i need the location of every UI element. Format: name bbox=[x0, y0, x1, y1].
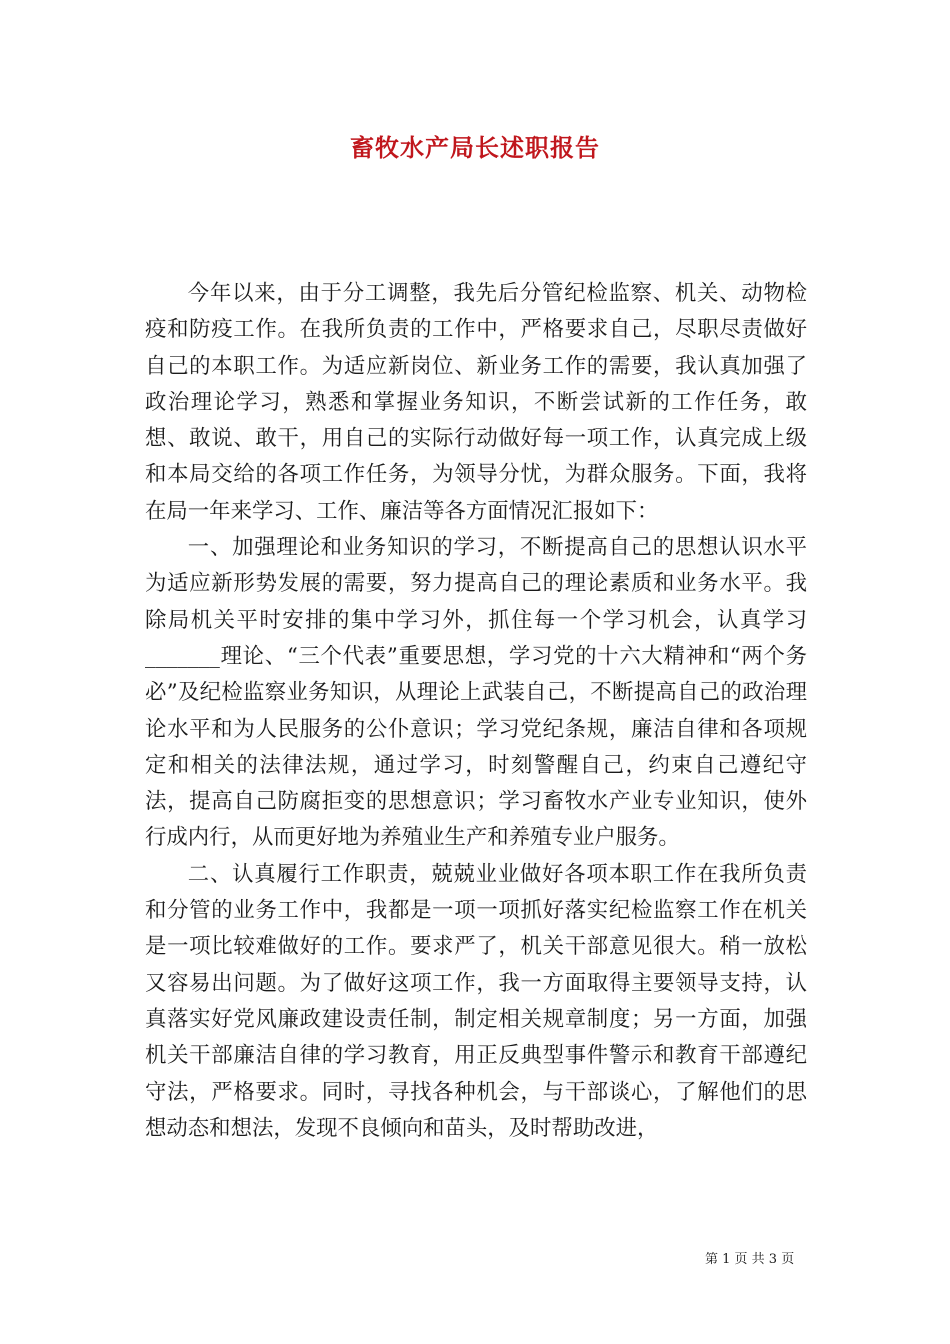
paragraph-intro: 今年以来，由于分工调整，我先后分管纪检监察、机关、动物检疫和防疫工作。在我所负责的工作中，严格要求自己，尽职尽责做好自己的本职工作。为适应新岗位、新业务工作的需要，我认真加强了政治理论学习，熟悉和掌握业务知识，不断尝试新的工作任务，敢想、敢说、敢干，用自己的实际行动做好每一项工作，认真完成上级和本局交给的各项工作任务，为领导分忧，为群众服务。下面，我将在局一年来学习、工作、廉洁等各方面情况汇报如下： bbox=[145, 281, 807, 524]
document-title: 畜牧水产局长述职报告 bbox=[350, 133, 600, 162]
page-number-footer: 第 1 页 共 3 页 bbox=[705, 1252, 795, 1267]
document-body bbox=[145, 276, 807, 1147]
paragraph-section-one: 一、加强理论和业务知识的学习，不断提高自己的思想认识水平为适应新形势发展的需要，努力提高自己的理论素质和业务水平。我除局机关平时安排的集中学习外，抓住每一个学习机会，认真学习_______理论、“三个代表”重要思想，学习党的十六大精神和“两个务必”及纪检监察业务知识，从理论上武装自己，不断提高自己的政治理论水平和为人民服务的公仆意识；学习党纪条规，廉洁自律和各项规定和相关的法律法规，通过学习，时刻警醒自己，约束自己遵纪守法，提高自己防腐拒变的思想意识；学习畜牧水产业专业知识，使外行成内行，从而更好地为养殖业生产和养殖专业户服务。 bbox=[145, 535, 807, 851]
paragraph-section-two: 二、认真履行工作职责，兢兢业业做好各项本职工作在我所负责和分管的业务工作中，我都是一项一项抓好落实纪检监察工作在机关是一项比较难做好的工作。要求严了，机关干部意见很大。稍一放松又容易出问题。为了做好这项工作，我一方面取得主要领导支持，认真落实好党风廉政建设责任制，制定相关规章制度；另一方面，加强机关干部廉洁自律的学习教育，用正反典型事件警示和教育干部遵纪守法，严格要求。同时，寻找各种机会，与干部谈心，了解他们的思想动态和想法，发现不良倾向和苗头，及时帮助改进， bbox=[145, 861, 807, 1141]
